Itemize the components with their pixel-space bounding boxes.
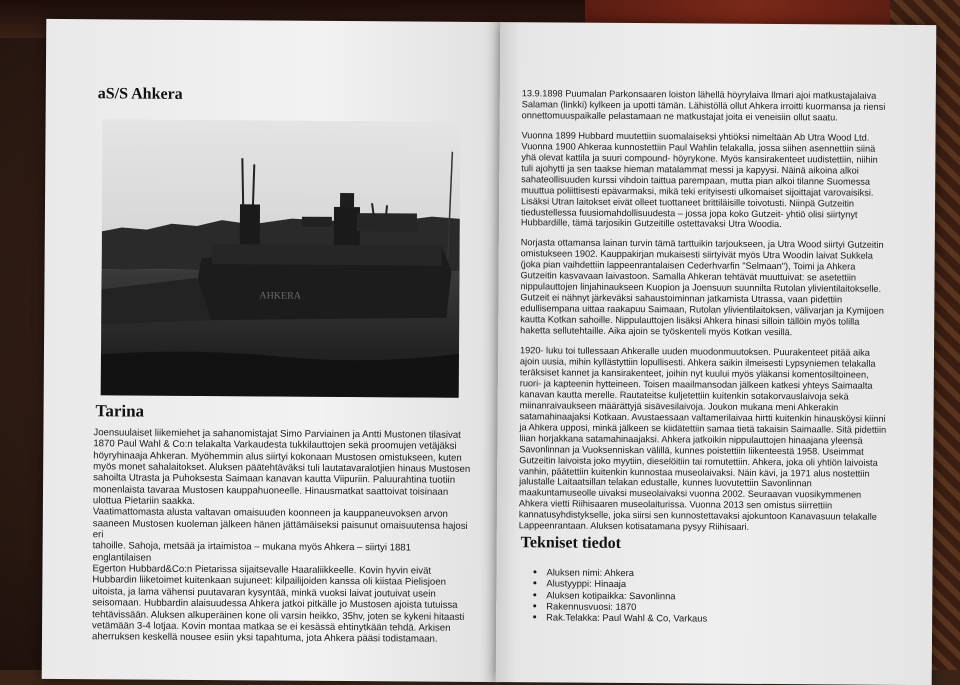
text-line: muuttua poliittisesti epävarmaksi, mikä teki erityisesti ulkomaiset sijoittajat varovaisiksi. — [521, 184, 874, 198]
text-line: Savonlinnan ja Vuoksenniskan välillä, kunnes poistettiin liikenteestä 1958. Useimmat — [519, 443, 864, 457]
text-line: miinanraivaukseen määrättyjä sisävesilaivoja. Joukon mukana meni Ahkerakin — [519, 400, 839, 413]
text-line: Lisäksi Utran laitokset eivät olleet tuottaneet brittiläisille toivotusti. Niinpä Gutzeitin — [521, 195, 855, 209]
text-line: Salaman (linkki) kylkeen ja upotti tämän. Lähistöllä ollut Ahkera irroitti kuormansa ja riensi — [521, 99, 886, 112]
text-line: kautta Kotkan sahoille. Nippulauttojen lisäksi Ahkera hinasi silloin tällöin myös tolilla — [520, 314, 860, 327]
text-line: vanhin, päätettiin kuitenkin kunnostaa museolaivaksi. Näin kävi, ja 1971 alus nostettiin — [519, 465, 870, 479]
text-line: aherruksen keskellä nousee esiin yksi tapahtuma, jota Ahkera pääsi todistamaan. — [91, 631, 438, 645]
spec-item: • Aluksen kotipaikka: Savonlinna — [546, 589, 707, 601]
specs-list — [532, 566, 707, 624]
text-line: uitoista, ja lama vähensi puutavaran kysyntää, minkä vuoksi laivat joutuivat usein — [92, 586, 436, 600]
left-page — [42, 19, 503, 682]
text-line: sahoilta Utrasta ja Puhoksesta Saimaan kanavan kautta Viipuriin. Paluurahtina tuotiin — [93, 472, 456, 487]
spec-item: • Rak.Telakka: Paul Wahl & Co, Varkaus — [546, 612, 707, 624]
text-line: Gutzeitin laivoista joko myytiin, dieselöitiin tai romutettiin. Ahkera, joka oli yhtiön laivoista — [519, 454, 878, 468]
text-line: Ahkera vietti Riihisaaren museolaiturissa. Vuonna 2013 sen omistus siirrettiin — [518, 498, 833, 511]
text-line: tehtävissään. Aluksen alkuperäinen kone oli varsin heikko, 35hv, joten se kykeni hitaasti — [92, 608, 465, 623]
text-line: Hubbardille, tämä tarjosikin Gutzeitille ostettavaksi Utra Woodia. — [520, 217, 782, 230]
text-line: sahateollisuuden kurssi vihdoin taittua parempaan, mutta pian alkoi tilanne Suomessa — [521, 173, 871, 187]
right-page — [496, 22, 937, 685]
text-line: teräksiset kannet ja kansirakenteet, joihin nyt kuului myös yläkansi komentosiltoineen, — [519, 367, 869, 380]
text-line: onnettomuuspaikalle pelastamaan ne matkustajat joita ei veneisiin ollut saatu. — [521, 110, 838, 123]
spec-item: • Aluksen nimi: Ahkera — [546, 566, 707, 578]
spec-item: • Alustyyppi: Hinaaja — [546, 578, 707, 590]
text-line: Vuonna 1900 Ahkeraa kunnostettiin Paul Wahlin telakalla, jossa siihen asennettiin siinä — [521, 141, 876, 154]
text-line: jalustalle Laitaatsillan telakan edustalle, kunnes luovutettiin Savonlinnan — [519, 476, 812, 489]
text-line: 1870 Paul Wahl & Co:n telakalta Varkaudesta tukkilauttojen sekä proomujen vetäjäksi — [93, 438, 457, 453]
spec-item: • Rakennusvuosi: 1870 — [546, 600, 707, 612]
text-line: ulottua Pietariin saakka. — [92, 495, 195, 508]
text-line: vetämään 3-4 lotjaa. Kovin montaa matkaa se ei kesässä ehtinytkään tehdä. Arkisen — [92, 620, 451, 634]
text-line: (joka pian vaihdettiin lappeenrantalaisen Cederhvarfin "Selmaan"), Toimi ja Ahkera — [520, 259, 856, 272]
text-line: Vuonna 1899 Hubbard muutettiin suomalaiseksi yhtiöksi nimeltään Ab Utra Wood Ltd. — [521, 130, 870, 143]
text-line: edullisempana uittaa raakapuu Saimaan, Rutolan ylivientilaitoksen, välivarjan ja Kymijoen — [520, 303, 884, 316]
text-line: Lappeenrantaan. Aluksen kotisatamana pysyy Riihisaari. — [518, 520, 750, 533]
text-line: Gutzeit ei nähnyt järkeväksi sahaustoiminnan jatkamista Utrassa, vaan pidettiin — [520, 292, 843, 305]
story-text — [92, 427, 471, 645]
section-heading: Tarina — [95, 401, 145, 421]
paragraph — [522, 88, 902, 124]
specs-heading: Tekniset tiedot — [520, 534, 622, 552]
ship-illustration — [101, 119, 461, 397]
text-line: tiedustellessa fuusiomahdollisuudesta – jossa jopa koko Gutzeit- yhtiö olisi siirtynyt — [520, 206, 858, 220]
text-line: Vaatimattomasta alusta valtavan omaisuuden koonneen ja kauppaneuvoksen arvon — [92, 506, 448, 521]
text-line: yhä olevat kattila ja suuri compound- höyrykone. Myös kansirakenteet uudistettiin, niihin — [521, 152, 878, 165]
text-line: haketta sellutehtaille. Aika ajoin se työskenteli myös Kotkan vesillä. — [520, 325, 793, 338]
text-line: maakuntamuseolle uivaksi museolaivaksi vuonna 2002. Seuraavan vuosikymmenen — [518, 487, 862, 501]
text-line: Hubbardin liiketoimet kuitenkaan sujuneet: kilpailijoiden kanssa oli kiistaa Pielisjoen — [92, 574, 447, 589]
text-line: Gutzeitin kasvavaan laivastoon. Samalla Ahkeran tehtävät muuttuivat: se asetettiin — [520, 270, 857, 283]
text-line: seisomaan. Hubbardin alaisuudessa Ahkera jatkoi pitkälle jo Mustosen ajoista tutuissa — [92, 597, 458, 611]
text-line: kannatusyhdistykselle, joka siirsi sen kunnostettavaksi ajokuntoon Kanavasuun telakalle — [518, 509, 877, 523]
text-line: ja Ahkera upposi, minkä jälkeen se kiidätettiin samaa tietä takaisin Saimaalle. Sitä pidettiin — [519, 421, 887, 435]
text-line: tahoille. Sahoja, metsää ja irtaimistoa – mukana myös Ahkera – siirtyi 1881 englantilaisen — [92, 540, 412, 564]
text-line: satamahinaajaksi Kotkaan. Avustaessaan valtamerilaivaa hirtti kuitenkin hinausköysi kiinni — [519, 410, 886, 424]
ship-photo — [101, 119, 461, 397]
text-line: saaneen Mustosen kuoleman jälkeen hänen jättämäiseksi paisunut omaisuutensa hajosi eri — [92, 518, 468, 541]
text-line: ajoin uusia, mihin kyllästyttiin lopullisesti. Ahkera saikin ilmeisesti Lypsyniemen telakalla — [519, 356, 876, 369]
text-line: Egerton Hubbard&Co:n Pietarissa sijaitsevalle Haaraliikkeelle. Kovin hyvin eivät — [92, 563, 432, 577]
text-line: Norjasta ottamansa lainan turvin tämä tarttuikin tarjoukseen, ja Utra Wood siirtyi Gutzeitin — [520, 237, 884, 251]
page-title: aS/S Ahkera — [97, 85, 183, 103]
text-line: nippulauttojen linjahinaukseen Kuopion ja Joensuun suunnilta Rutolan ylivientilaitokselle. — [520, 281, 882, 295]
history-text — [519, 88, 902, 543]
open-booklet — [36, 19, 937, 685]
text-line: 13.9.1898 Puumalan Parkonsaaren loiston lähellä höyrylaiva Ilmari ajoi matkustajalaiva — [521, 88, 877, 101]
text-line: kanavan kautta merelle. Rautateitse kuljetettiin kuitenkin sotakorvauslaivoja sekä — [519, 389, 849, 402]
text-line: 1920- luku toi tullessaan Ahkeralle uuden muodonmuutoksen. Puurakenteet pitää aika — [519, 345, 870, 358]
text-line: omistukseen 1902. Kauppakirjan mukaisesti siirtyivät myös Utra Woodin laivat Sukkela — [520, 248, 873, 262]
text-line: monenlaista tavaraa Mustosen kauppahuoneelle. Hinausmatkat saattoivat toisinaan — [92, 483, 449, 498]
text-line: Joensuulaiset liikemiehet ja sahanomistajat Simo Parviainen ja Antti Mustonen tilasivat — [93, 427, 461, 441]
text-line: ruori- ja kapteenin hytteineen. Toisen maailmansodan jälkeen katkesi yhteys Saimaalta — [519, 378, 873, 391]
paragraph — [519, 345, 900, 534]
text-line: höyryhinaaja Ahkeran. Myöhemmin alus siirtyi kokonaan Mustosen omistukseen, kuten — [93, 449, 462, 464]
text-line: myös monet sahalaitokset. Aluksen päätehtäväksi tuli lautatavaralotjien hinaus Mustosen — [93, 461, 471, 475]
text-line: liian horjakkana satamahinaajaksi. Ahkera jatkoikin nippulauttojen hinaajana yleensä — [519, 432, 863, 446]
hull-name: AHKERA — [259, 290, 302, 302]
text-line: tuli ajohytti ja sen taakse hieman matalammat messi ja kapyysi. Näinä aikoina alkoi — [521, 162, 859, 176]
paragraph — [520, 238, 901, 339]
paragraph — [521, 130, 902, 231]
